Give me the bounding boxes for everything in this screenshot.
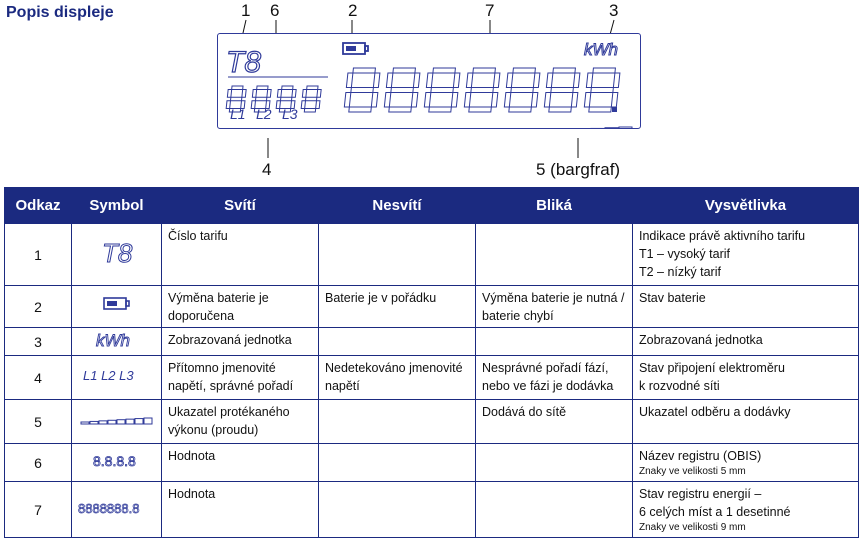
lcd-segment xyxy=(546,73,553,88)
table-row xyxy=(5,482,859,538)
off-cell xyxy=(319,224,476,286)
lcd-segment xyxy=(431,88,454,93)
lcd-segment xyxy=(573,73,580,88)
on-cell: Číslo tarifu xyxy=(162,224,319,286)
explanation-line: k rozvodné síti xyxy=(639,379,720,393)
lcd-segment xyxy=(429,107,452,112)
header-vysvetlivka: Vysvětlivka xyxy=(633,188,859,224)
lcd-segment xyxy=(611,93,618,108)
off-cell xyxy=(319,400,476,444)
blink-cell: Výměna baterie je nutná / baterie chybí xyxy=(476,286,633,328)
lcd-contents xyxy=(218,34,640,128)
lcd-segment xyxy=(302,90,306,98)
lcd-segment xyxy=(551,88,574,93)
lcd-segment xyxy=(384,93,391,108)
lcd-segment xyxy=(571,93,578,108)
lcd-segment xyxy=(549,107,572,112)
symbol-phases-text: L1 L2 L3 xyxy=(82,368,134,383)
lcd-segment xyxy=(411,93,418,108)
ref-cell: 6 xyxy=(5,444,72,482)
lcd-segment xyxy=(353,68,376,73)
table-row xyxy=(5,444,859,482)
lcd-segment xyxy=(276,101,280,109)
lcd-segment xyxy=(464,93,471,108)
lcd-segment xyxy=(389,107,412,112)
lcd-segment xyxy=(307,86,318,90)
lcd-segment xyxy=(242,90,246,98)
symbol-8-digit xyxy=(72,482,162,538)
lcd-segment xyxy=(491,93,498,108)
on-cell: Zobrazovaná jednotka xyxy=(162,328,319,356)
explanation-line: Ukazatel odběru a dodávky xyxy=(639,405,791,419)
lcd-segment xyxy=(513,68,536,73)
explanation-cell xyxy=(633,482,859,538)
table-row xyxy=(5,356,859,400)
ref-cell: 7 xyxy=(5,482,72,538)
lcd-segment xyxy=(451,93,458,108)
phase-l2: L2 xyxy=(256,106,272,122)
explanation-cell xyxy=(633,400,859,444)
lcd-segment xyxy=(351,88,374,93)
bargraph-icon xyxy=(521,127,632,128)
lcd-segment xyxy=(531,93,538,108)
explanation-line: Stav registru energií – xyxy=(639,487,762,501)
lcd-segment xyxy=(255,97,266,101)
page-title: Popis displeje xyxy=(6,4,114,21)
explanation-line: T2 – nízký tarif xyxy=(639,265,721,279)
lcd-segment xyxy=(466,73,473,88)
lcd-segment xyxy=(251,101,255,109)
on-cell: Hodnota xyxy=(162,482,319,538)
large-7-segment-digits xyxy=(344,68,620,112)
lcd-segment xyxy=(349,107,372,112)
bargraph-segment xyxy=(144,418,152,424)
explanation-line: Indikace právě aktivního tarifu xyxy=(639,229,806,243)
explanation-line: Stav baterie xyxy=(639,291,706,305)
bargraph-segment xyxy=(126,419,134,424)
lcd-segment xyxy=(317,90,321,98)
explanation-note: Znaky ve velikosti 5 mm xyxy=(639,466,746,477)
unit-label: kWh xyxy=(584,40,618,59)
bargraph-segment xyxy=(135,419,143,424)
table-row xyxy=(5,224,859,286)
lcd-segment xyxy=(433,68,456,73)
on-cell: Přítomno jmenovité napětí, správné pořadí xyxy=(162,356,319,400)
bargraph-segment xyxy=(99,421,107,424)
battery-icon xyxy=(343,43,368,54)
lcd-segment xyxy=(280,97,291,101)
blink-cell xyxy=(476,444,633,482)
explanation-line: T1 – vysoký tarif xyxy=(639,247,730,261)
lcd-segment xyxy=(589,107,612,112)
lcd-segment xyxy=(553,68,576,73)
lcd-segment xyxy=(371,93,378,108)
lcd-segment xyxy=(346,73,353,88)
off-cell xyxy=(319,482,476,538)
on-cell: Ukazatel protékaného výkonu (proudu) xyxy=(162,400,319,444)
off-cell xyxy=(319,444,476,482)
ref-cell: 4 xyxy=(5,356,72,400)
explanation-line: Stav připojení elektroměru xyxy=(639,361,785,375)
lcd-segment xyxy=(613,73,620,88)
lcd-segment xyxy=(509,107,532,112)
header-nesviti: Nesvítí xyxy=(319,188,476,224)
symbol-8-digit-text: 8888888.8 xyxy=(77,501,139,516)
blink-cell: Nesprávné pořadí fází, nebo ve fázi je dodávka xyxy=(476,356,633,400)
table-row xyxy=(5,400,859,444)
blink-cell xyxy=(476,482,633,538)
lcd-segment xyxy=(304,109,315,113)
bargraph-segment xyxy=(117,420,125,424)
lcd-segment xyxy=(277,90,281,98)
on-cell: Výměna baterie je doporučena xyxy=(162,286,319,328)
explanation-cell xyxy=(633,356,859,400)
lcd-segment xyxy=(305,97,316,101)
phase-l1: L1 xyxy=(230,106,246,122)
lcd-segment xyxy=(282,86,293,90)
lcd-display xyxy=(217,33,641,129)
symbol-tariff-text: T8 xyxy=(101,238,132,267)
lcd-segment xyxy=(227,90,231,98)
explanation-note: Znaky ve velikosti 9 mm xyxy=(639,522,746,533)
tariff-digits: T8 xyxy=(226,46,262,79)
header-symbol: Symbol xyxy=(72,188,162,224)
explanation-cell xyxy=(633,286,859,328)
ref-cell: 1 xyxy=(5,224,72,286)
lcd-segment xyxy=(493,73,500,88)
lcd-segment xyxy=(544,93,551,108)
lcd-segment xyxy=(533,73,540,88)
lcd-segment xyxy=(413,73,420,88)
ref-cell: 3 xyxy=(5,328,72,356)
lcd-segment xyxy=(426,73,433,88)
lcd-segment xyxy=(473,68,496,73)
on-cell: Hodnota xyxy=(162,444,319,482)
display-description-table xyxy=(4,187,859,538)
lcd-segment xyxy=(504,93,511,108)
lcd-segment xyxy=(511,88,534,93)
callout-3: 3 xyxy=(609,1,619,20)
explanation-line: Zobrazovaná jednotka xyxy=(639,333,763,347)
table-header-row xyxy=(5,188,859,224)
explanation-line: 6 celých míst a 1 desetinné xyxy=(639,505,791,519)
decimal-point xyxy=(612,107,617,112)
callout-7: 7 xyxy=(485,1,495,20)
off-cell xyxy=(319,328,476,356)
lcd-segment xyxy=(301,101,305,109)
callout-4: 4 xyxy=(262,160,272,179)
lcd-segment xyxy=(591,88,614,93)
table-row xyxy=(5,328,859,356)
lcd-segment xyxy=(469,107,492,112)
lcd-segment xyxy=(252,90,256,98)
lcd-segment xyxy=(316,101,320,109)
lcd-segment xyxy=(230,97,241,101)
lcd-segment xyxy=(453,73,460,88)
lcd-segment xyxy=(506,73,513,88)
header-odkaz: Odkaz xyxy=(5,188,72,224)
ref-cell: 5 xyxy=(5,400,72,444)
header-sviti: Svítí xyxy=(162,188,319,224)
lcd-segment xyxy=(586,73,593,88)
blink-cell: Dodává do sítě xyxy=(476,400,633,444)
lcd-segment xyxy=(391,88,414,93)
phase-l3: L3 xyxy=(282,106,298,122)
lcd-segment xyxy=(593,68,616,73)
callout-1: 1 xyxy=(241,1,251,20)
lcd-segment xyxy=(257,86,268,90)
table-row xyxy=(5,286,859,328)
lcd-segment xyxy=(584,93,591,108)
battery-icon xyxy=(72,286,162,328)
symbol-phases xyxy=(72,356,162,400)
bargraph-icon xyxy=(72,400,162,444)
blink-cell xyxy=(476,224,633,286)
lcd-segment xyxy=(292,90,296,98)
lcd-segment xyxy=(373,73,380,88)
ref-cell: 2 xyxy=(5,286,72,328)
symbol-4-digit xyxy=(72,444,162,482)
symbol-unit-text: kWh xyxy=(95,331,130,350)
lcd-segment xyxy=(386,73,393,88)
off-cell: Nedetekováno jmenovité napětí xyxy=(319,356,476,400)
lcd-segment xyxy=(344,93,351,108)
callout-2: 2 xyxy=(348,1,358,20)
lcd-segment xyxy=(393,68,416,73)
symbol-unit xyxy=(72,328,162,356)
explanation-cell xyxy=(633,224,859,286)
explanation-line: Název registru (OBIS) xyxy=(639,449,762,463)
lcd-segment xyxy=(424,93,431,108)
explanation-cell xyxy=(633,328,859,356)
lcd-segment xyxy=(232,86,243,90)
lcd-segment xyxy=(471,88,494,93)
callout-5: 5 (bargfraf) xyxy=(536,160,621,179)
bargraph-segment xyxy=(108,420,116,424)
bargraph-segment xyxy=(619,127,632,128)
explanation-cell xyxy=(633,444,859,482)
header-blika: Bliká xyxy=(476,188,633,224)
symbol-tariff-icon xyxy=(72,224,162,286)
bargraph-segment xyxy=(81,422,89,424)
callout-6: 6 xyxy=(270,1,280,20)
lcd-segment xyxy=(267,90,271,98)
bargraph-segment xyxy=(90,421,98,424)
off-cell: Baterie je v pořádku xyxy=(319,286,476,328)
blink-cell xyxy=(476,328,633,356)
symbol-4-digit-text: 8.8.8.8 xyxy=(92,453,136,469)
